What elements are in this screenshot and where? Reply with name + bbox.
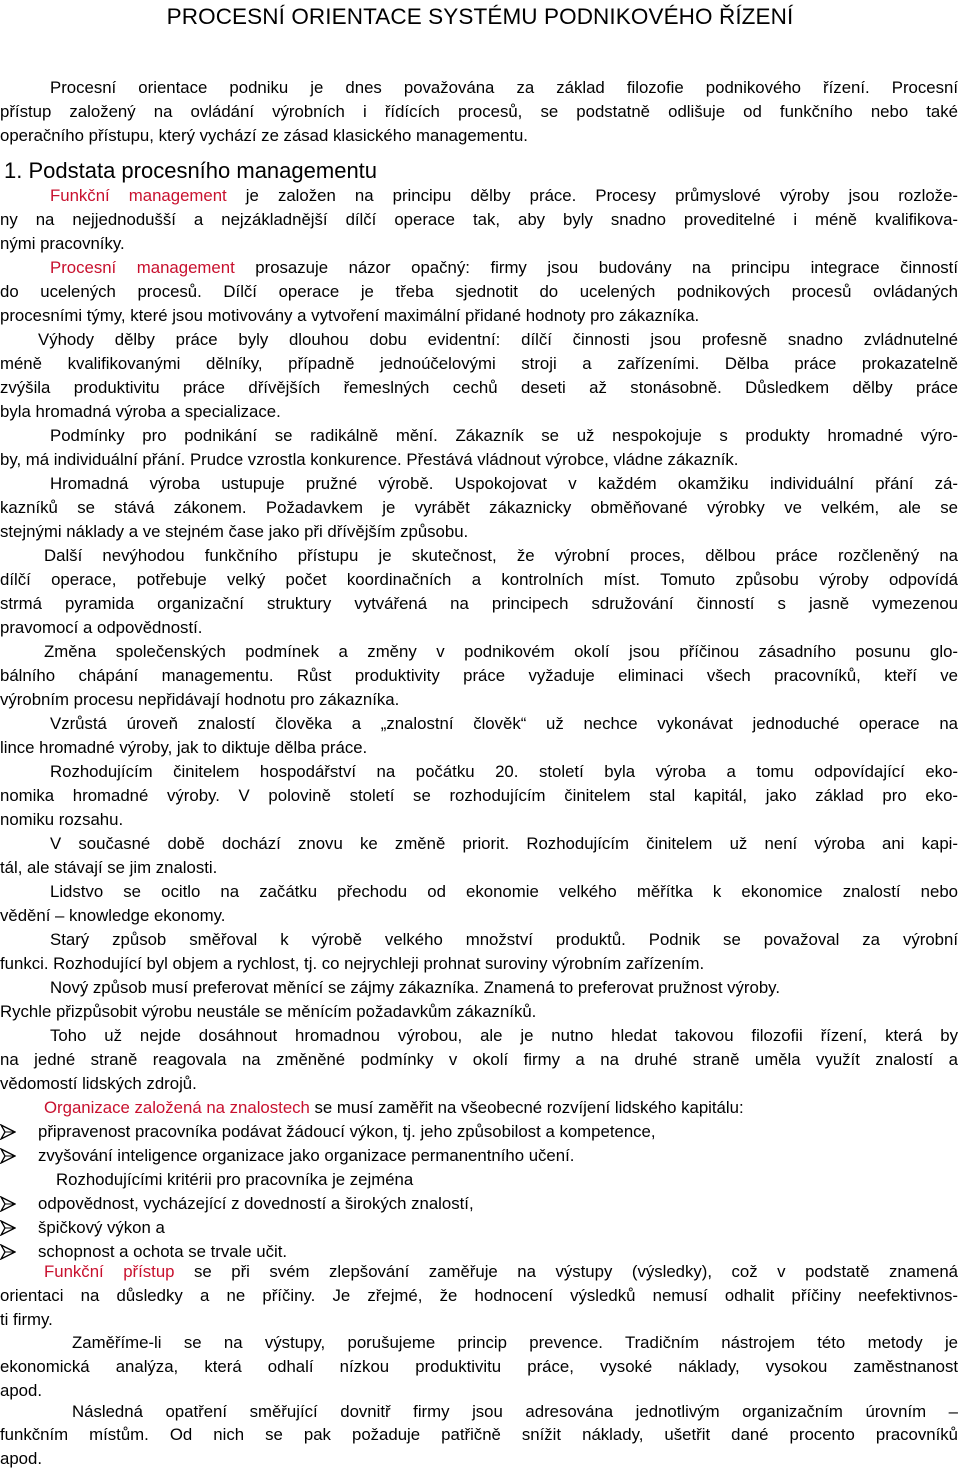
paragraph-line: ti firmy. [0, 1310, 53, 1329]
paragraph-line: apod. [0, 1449, 42, 1468]
section-heading: 1. Podstata procesního managementu [4, 158, 378, 183]
highlighted-term: Funkční přístup [44, 1262, 175, 1281]
paragraph-line: ny na nejjednodušší a nejzákladnější dílčí operace tak, aby byly snadno proveditelné i méně kvalifikova- [0, 210, 958, 229]
paragraph-line: apod. [0, 1381, 42, 1400]
paragraph-line: do ucelených procesů. Dílčí operace je třeba sjednotit do ucelených podnikových procesů ovládaných [0, 282, 958, 301]
paragraph-line: V současné době dochází znovu ke změně priorit. Rozhodujícím činitelem už není výroba ani kapi- [50, 834, 958, 853]
paragraph-line: operačního přístupu, který vychází ze zásad klasického managementu. [0, 126, 528, 145]
paragraph-line: Toho už nejde dosáhnout hromadnou výrobou, ale je nutno hledat takovou filozofii řízení, která by [50, 1026, 958, 1045]
paragraph-line: Výhody dělby práce byly dlouhou dobu evidentní: dílčí činnosti jsou profesně snadno zvládnutelné [38, 330, 958, 349]
paragraph-line: bálního chápání managementu. Růst produktivity práce vyžaduje eliminaci všech pracovníků, kteří ve [0, 666, 958, 685]
paragraph-line: Lidstvo se ocitlo na začátku přechodu od ekonomie velkého měřítka k ekonomice znalostí nebo [50, 882, 958, 901]
paragraph-line: byla hromadná výroba a specializace. [0, 402, 281, 421]
paragraph-line: vědění – knowledge ekonomy. [0, 906, 226, 925]
paragraph-line: Vzrůstá úroveň znalostí člověka a „znalostní člověk“ už nechce vykonávat jednoduché operace na [50, 714, 958, 733]
paragraph-text: se musí zaměřit na všeobecné rozvíjení lidského kapitálu: [309, 1098, 744, 1117]
paragraph-line: Rozhodujícím činitelem hospodářství na počátku 20. století byla výroba a tomu odpovídající eko- [50, 762, 958, 781]
paragraph-text: je založen na principu dělby práce. Procesy průmyslové výroby jsou rozlože- [226, 186, 958, 205]
paragraph-line: funkčním místům. Od nich se pak požaduje patřičně snížit náklady, ušetřit dané procento pracovníků [0, 1425, 958, 1444]
paragraph-line: orientaci na důsledky a ne příčiny. Je zřejmé, že hodnocení výsledků nemusí odhalit příčiny neefektivnos- [0, 1286, 958, 1305]
list-item-text: odpovědnost, vycházející z dovedností a širokých znalostí, [38, 1194, 474, 1213]
page-title: PROCESNÍ ORIENTACE SYSTÉMU PODNIKOVÉHO ŘÍZENÍ [166, 4, 794, 29]
list-item-text: připravenost pracovníka podávat žádoucí výkon, tj. jeho způsobilost a kompetence, [38, 1122, 656, 1141]
paragraph-line [0, 256, 958, 279]
paragraph-line: výrobním procesu nepřidávají hodnotu pro zákazníka. [0, 690, 400, 709]
paragraph-line: strmá pyramida organizační struktury vytvářená na principech sdružování činností s jasně vymezenou [0, 594, 958, 613]
paragraph-line: Nový způsob musí preferovat měnící se zájmy zákazníka. Znamená to preferovat pružnost výroby. [50, 978, 780, 997]
paragraph-line: by, má individuální přání. Prudce vzrostla konkurence. Přestává vládnout výrobce, vládne zákazník. [0, 450, 739, 469]
paragraph-line: dílčí operace, potřebuje velký počet koordinačních a kontrolních míst. Tomuto způsobu výroby odpovídá [0, 570, 958, 589]
highlighted-term: Organizace založená na znalostech [44, 1098, 310, 1117]
highlighted-term: Funkční management [50, 186, 227, 205]
paragraph-line: nomika hromadné výroby. V polovině století se rozhodujícím činitelem stal kapitál, jako základ pro eko- [0, 786, 958, 805]
paragraph-line: nomiku rozsahu. [0, 810, 124, 829]
paragraph-line: přístup založený na ovládání výrobních i řídících procesů, se podstatně odlišuje od funkčního nebo také [0, 102, 958, 121]
paragraph-line: Následná opatření směřující dovnitř firmy jsou adresována jednotlivým organizačním úrovním – [72, 1402, 958, 1421]
paragraph-line: Zaměříme-li se na výstupy, porušujeme princip prevence. Tradičním nástrojem této metody je [72, 1333, 958, 1352]
paragraph-line: Procesní orientace podniku je dnes považována za základ filozofie podnikového řízení. Procesní [50, 78, 958, 97]
arrow-bullet-icon [0, 1196, 16, 1212]
paragraph-line: pravomocí a odpovědností. [0, 618, 203, 637]
paragraph-line [0, 1260, 958, 1283]
list-item-text: špičkový výkon a [38, 1218, 165, 1237]
arrow-bullet-icon [0, 1124, 16, 1140]
paragraph-line [0, 184, 958, 207]
paragraph-line: lince hromadné výroby, jak to diktuje dělba práce. [0, 738, 368, 757]
paragraph-line: zvýšila produktivitu práce dřívějších řemeslných cechů deseti až stonásobně. Důsledkem dělby práce [0, 378, 958, 397]
paragraph-line: méně kvalifikovanými dělníky, případně jednoúčelovými stroji a zařízeními. Dělba práce prokazatelně [0, 354, 958, 373]
paragraph-line: procesními týmy, které jsou motivovány a vytvoření maximální přidané hodnoty pro zákazníka. [0, 306, 700, 325]
paragraph-line: ekonomická analýza, která odhalí nízkou produktivitu práce, vysoké náklady, vysokou zaměstnanost [0, 1357, 958, 1376]
arrow-bullet-icon [0, 1148, 16, 1164]
highlighted-term: Procesní management [50, 258, 235, 277]
paragraph-line [0, 1096, 958, 1119]
paragraph-line: stejnými náklady a ve stejném čase jako při dřívějším způsobu. [0, 522, 469, 541]
paragraph-line: Změna společenských podmínek a změny v podnikovém okolí jsou příčinou zásadního posunu glo- [44, 642, 958, 661]
paragraph-line: funkci. Rozhodující byl objem a rychlost, tj. co nejrychleji prohnat suroviny výrobním zařízením. [0, 954, 705, 973]
list-item-text: schopnost a ochota se trvale učit. [38, 1242, 288, 1261]
criteria-line: Rozhodujícími kritérii pro pracovníka je zejména [56, 1170, 414, 1189]
paragraph-line: Rychle přizpůsobit výrobu neustále se měnícím požadavkům zákazníků. [0, 1002, 537, 1021]
arrow-bullet-icon [0, 1220, 16, 1236]
paragraph-line: Další nevýhodou funkčního přístupu je skutečnost, že výrobní proces, dělbou práce rozčleněný na [44, 546, 958, 565]
list-item-text: zvyšování inteligence organizace jako organizace permanentního učení. [38, 1146, 575, 1165]
paragraph-line: nými pracovníky. [0, 234, 125, 253]
paragraph-line: Podmínky pro podnikání se radikálně mění. Zákazník se už nespokojuje s produkty hromadné výro- [50, 426, 958, 445]
paragraph-text: prosazuje názor opačný: firmy jsou budovány na principu integrace činností [234, 258, 958, 277]
paragraph-line: kazníků se stává zákonem. Požadavkem je vyrábět zákaznicky obměňované výrobky ve velkém, ale se [0, 498, 958, 517]
arrow-bullet-icon [0, 1244, 16, 1260]
paragraph-line: tál, ale stávají se jim znalosti. [0, 858, 218, 877]
paragraph-line: Starý způsob směřoval k výrobě velkého množství produktů. Podnik se považoval za výrobní [50, 930, 958, 949]
paragraph-line: vědomostí lidských zdrojů. [0, 1074, 197, 1093]
paragraph-line: Hromadná výroba ustupuje pružné výrobě. Uspokojovat v každém okamžiku individuální přání zá- [50, 474, 958, 493]
paragraph-line: na jedné straně reagovala na změněné podmínky v okolí firmy a na druhé straně uměla využít znalostí a [0, 1050, 958, 1069]
paragraph-text: se při svém zlepšování zaměřuje na výstupy (výsledky), což v podstatě znamená [174, 1262, 958, 1281]
